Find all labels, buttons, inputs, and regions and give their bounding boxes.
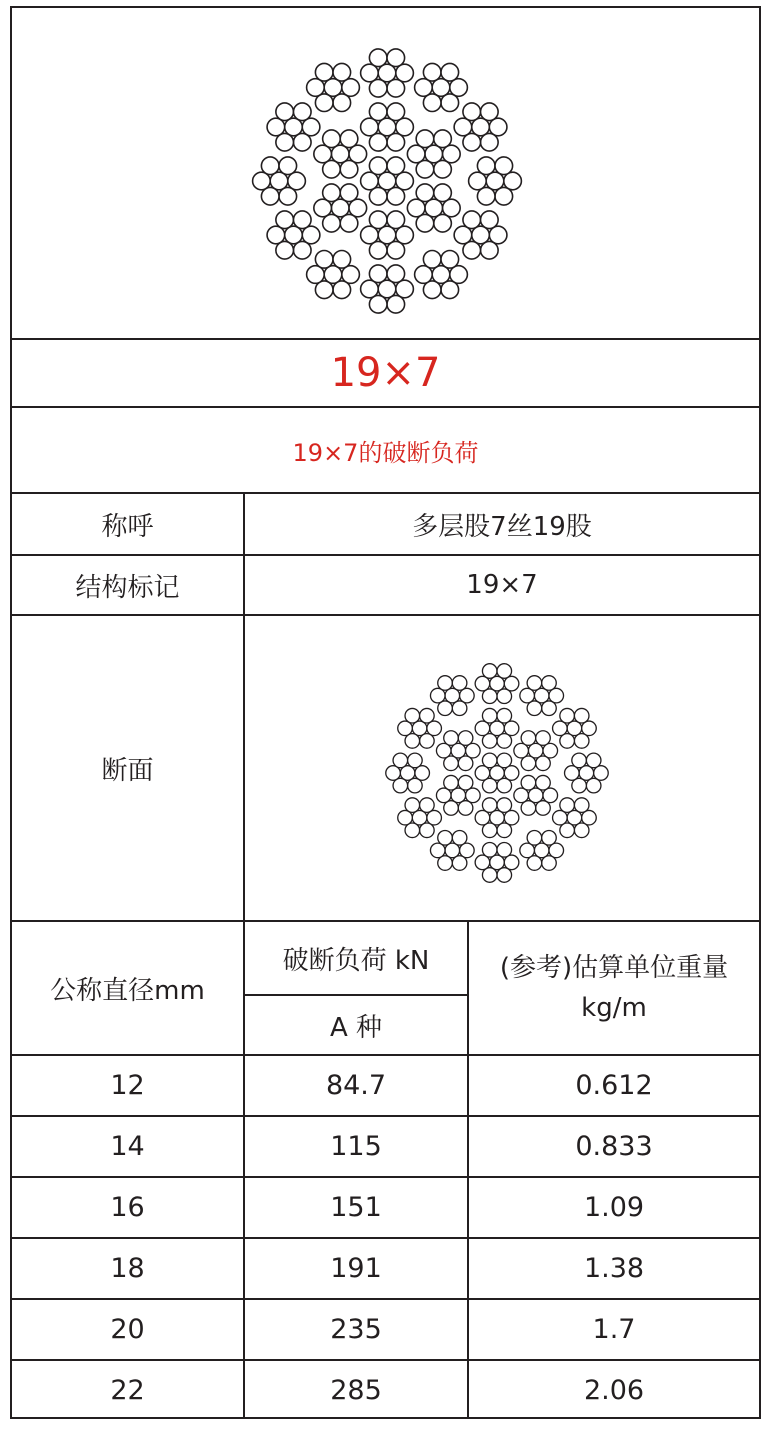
cell-diameter: 16 bbox=[110, 1192, 145, 1223]
rope-wire bbox=[521, 775, 536, 790]
cell-weight: 1.7 bbox=[592, 1314, 636, 1345]
rope-wire bbox=[477, 157, 495, 175]
rope-wire bbox=[497, 708, 512, 723]
cell-breaking-load: 285 bbox=[330, 1375, 382, 1406]
rope-wire bbox=[420, 734, 435, 749]
col-header-weight-line2: kg/m bbox=[581, 993, 647, 1023]
rope-wire bbox=[452, 676, 467, 691]
rope-wire bbox=[405, 798, 420, 813]
rope-wire bbox=[452, 856, 467, 871]
rope-wire bbox=[387, 79, 405, 97]
cell-weight: 1.38 bbox=[583, 1253, 645, 1284]
rope-wire bbox=[276, 103, 294, 121]
rope-wire bbox=[444, 775, 459, 790]
rope-wire bbox=[369, 103, 387, 121]
rope-wire bbox=[560, 708, 575, 723]
rope-wire bbox=[458, 801, 473, 816]
rope-wire bbox=[315, 250, 333, 268]
rope-wire bbox=[482, 664, 497, 679]
rope-wire bbox=[387, 211, 405, 229]
rope-wire bbox=[536, 775, 551, 790]
rope-wire bbox=[497, 778, 512, 793]
rope-wire bbox=[369, 157, 387, 175]
rope-wire bbox=[481, 211, 499, 229]
rope-wire bbox=[423, 250, 441, 268]
rope-wire bbox=[497, 868, 512, 883]
rope-wire bbox=[340, 214, 358, 232]
rope-wire bbox=[586, 753, 601, 768]
cell-breaking-load: 151 bbox=[330, 1192, 382, 1223]
rope-wire bbox=[441, 281, 459, 299]
rope-wire bbox=[340, 184, 358, 202]
rope-wire bbox=[333, 250, 351, 268]
rope-wire bbox=[340, 160, 358, 178]
cell-weight: 2.06 bbox=[583, 1375, 645, 1406]
rope-wire bbox=[387, 187, 405, 205]
rope-wire bbox=[387, 295, 405, 313]
rope-wire bbox=[542, 701, 557, 716]
rope-wire bbox=[387, 157, 405, 175]
rope-wire bbox=[458, 756, 473, 771]
cell-breaking-load: 115 bbox=[330, 1131, 382, 1162]
rope-wire bbox=[574, 823, 589, 838]
rope-cross-section-small bbox=[377, 653, 617, 893]
structure-value: 19×7 bbox=[466, 570, 538, 600]
rope-wire bbox=[279, 157, 297, 175]
rope-wire bbox=[444, 731, 459, 746]
rope-wire bbox=[369, 265, 387, 283]
rope-wire bbox=[293, 241, 311, 259]
rope-wire bbox=[387, 103, 405, 121]
rope-wire bbox=[315, 63, 333, 81]
rope-wire bbox=[521, 731, 536, 746]
rope-wire bbox=[536, 731, 551, 746]
rope-wire bbox=[482, 708, 497, 723]
cell-diameter: 12 bbox=[110, 1070, 145, 1101]
rope-wire bbox=[387, 241, 405, 259]
rope-wire bbox=[452, 701, 467, 716]
structure-label: 结构标记 bbox=[75, 572, 180, 603]
cell-weight: 0.612 bbox=[575, 1070, 653, 1101]
rope-wire bbox=[574, 708, 589, 723]
rope-wire bbox=[482, 842, 497, 857]
rope-wire bbox=[416, 184, 434, 202]
rope-wire bbox=[293, 133, 311, 151]
rope-wire bbox=[495, 187, 513, 205]
rope-wire bbox=[497, 753, 512, 768]
rope-cross-section-large bbox=[242, 36, 532, 326]
rope-wire bbox=[482, 798, 497, 813]
rope-wire bbox=[340, 130, 358, 148]
rope-wire bbox=[333, 281, 351, 299]
rope-wire bbox=[434, 184, 452, 202]
rope-wire bbox=[369, 49, 387, 67]
rope-wire bbox=[279, 187, 297, 205]
rope-wire bbox=[434, 130, 452, 148]
rope-wire bbox=[542, 831, 557, 846]
rope-wire bbox=[536, 801, 551, 816]
name-value: 多层股7丝19股 bbox=[412, 511, 592, 542]
rope-wire bbox=[293, 103, 311, 121]
product-title: 19×7 bbox=[330, 350, 441, 396]
col-header-weight bbox=[469, 922, 759, 1054]
rope-wire bbox=[333, 94, 351, 112]
rope-wire bbox=[420, 708, 435, 723]
cell-breaking-load: 235 bbox=[330, 1314, 382, 1345]
rope-wire bbox=[542, 856, 557, 871]
rope-wire bbox=[420, 823, 435, 838]
rope-wire bbox=[293, 211, 311, 229]
rope-wire bbox=[441, 94, 459, 112]
rope-wire bbox=[542, 676, 557, 691]
rope-wire bbox=[416, 130, 434, 148]
cell-weight: 1.09 bbox=[583, 1192, 645, 1223]
rope-wire bbox=[434, 214, 452, 232]
rope-wire bbox=[408, 753, 423, 768]
rope-wire bbox=[323, 130, 341, 148]
rope-wire bbox=[261, 157, 279, 175]
cell-diameter: 18 bbox=[110, 1253, 145, 1284]
rope-wire bbox=[495, 157, 513, 175]
section-subtitle: 19×7的破断负荷 bbox=[292, 438, 479, 467]
cell-diameter: 20 bbox=[110, 1314, 145, 1345]
rope-wire bbox=[434, 160, 452, 178]
rope-wire bbox=[481, 133, 499, 151]
rope-wire bbox=[323, 184, 341, 202]
rope-wire bbox=[423, 63, 441, 81]
rope-wire bbox=[527, 831, 542, 846]
rope-wire bbox=[536, 756, 551, 771]
col-header-breaking-load: 破断负荷 kN bbox=[282, 945, 430, 976]
rope-wire bbox=[497, 689, 512, 704]
col-header-diameter: 公称直径mm bbox=[50, 975, 205, 1006]
name-label: 称呼 bbox=[101, 511, 154, 542]
cell-diameter: 22 bbox=[110, 1375, 145, 1406]
rope-wire bbox=[497, 798, 512, 813]
rope-wire bbox=[497, 664, 512, 679]
rope-wire bbox=[276, 211, 294, 229]
rope-wire bbox=[574, 734, 589, 749]
cell-breaking-load: 191 bbox=[330, 1253, 382, 1284]
rope-wire bbox=[387, 49, 405, 67]
col-header-weight-line1: (参考)估算单位重量 bbox=[499, 953, 729, 983]
rope-wire bbox=[463, 103, 481, 121]
rope-wire bbox=[482, 753, 497, 768]
rope-wire bbox=[333, 63, 351, 81]
rope-wire bbox=[438, 676, 453, 691]
rope-wire bbox=[497, 823, 512, 838]
rope-wire bbox=[387, 265, 405, 283]
rope-wire bbox=[441, 63, 459, 81]
rope-wire bbox=[497, 734, 512, 749]
rope-wire bbox=[408, 778, 423, 793]
cell-breaking-load: 84.7 bbox=[325, 1070, 387, 1101]
rope-wire bbox=[420, 798, 435, 813]
rope-wire bbox=[572, 753, 587, 768]
rope-wire bbox=[387, 133, 405, 151]
col-header-grade: A 种 bbox=[329, 1012, 383, 1043]
rope-wire bbox=[438, 831, 453, 846]
rope-wire bbox=[481, 103, 499, 121]
spec-sheet-frame bbox=[10, 6, 761, 1419]
rope-wire bbox=[405, 708, 420, 723]
section-label: 断面 bbox=[101, 755, 154, 786]
rope-wire bbox=[574, 798, 589, 813]
rope-wire bbox=[458, 731, 473, 746]
rope-wire bbox=[586, 778, 601, 793]
rope-wire bbox=[441, 250, 459, 268]
rope-wire bbox=[452, 831, 467, 846]
rope-wire bbox=[527, 676, 542, 691]
cell-weight: 0.833 bbox=[575, 1131, 653, 1162]
rope-wire bbox=[560, 798, 575, 813]
rope-wire bbox=[463, 211, 481, 229]
rope-wire bbox=[458, 775, 473, 790]
rope-wire bbox=[393, 753, 408, 768]
cell-diameter: 14 bbox=[110, 1131, 145, 1162]
rope-wire bbox=[481, 241, 499, 259]
rope-wire bbox=[497, 842, 512, 857]
rope-wire bbox=[369, 211, 387, 229]
